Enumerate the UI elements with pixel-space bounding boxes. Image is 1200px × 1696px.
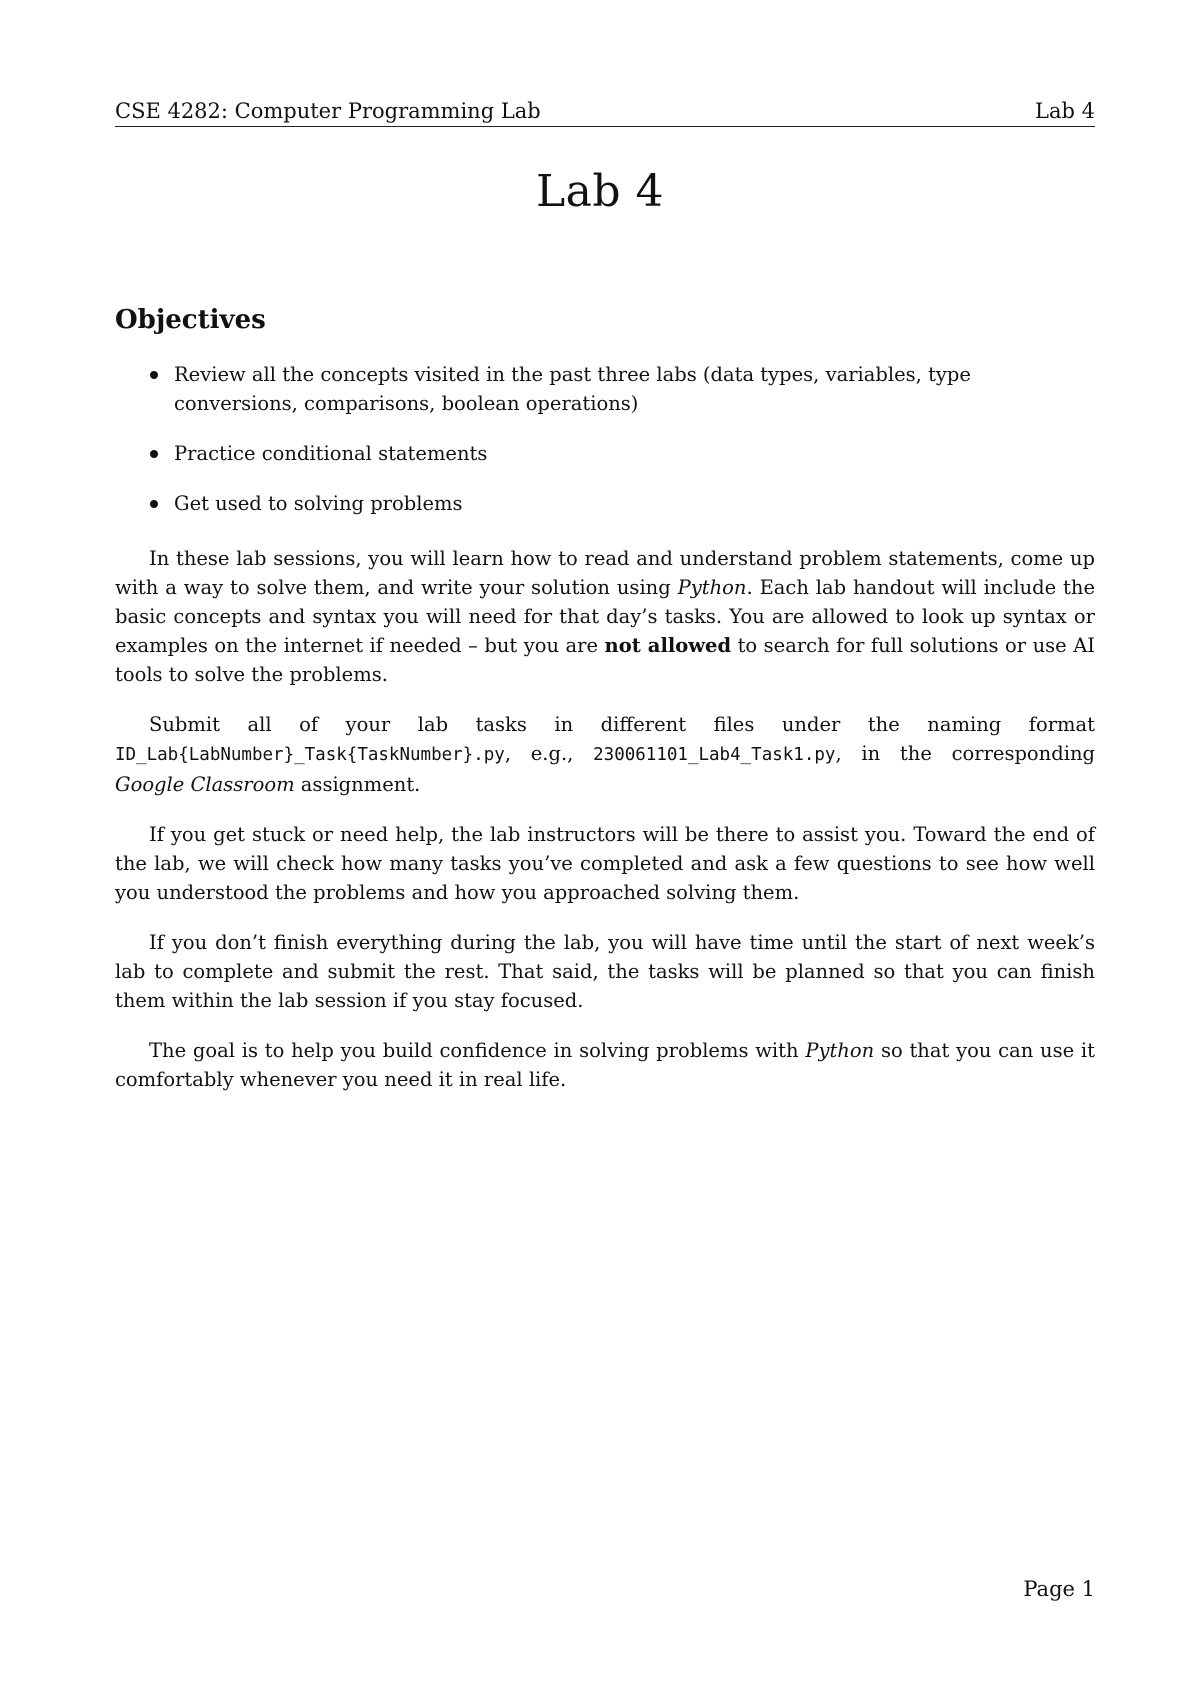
objective-text: Practice conditional statements	[174, 442, 488, 465]
paragraph-deadline: If you don’t finish everything during the lab, you will have time until the start of next week’s lab to complete and submit the rest. That said, the tasks will be planned so that you can finish them within the lab session if you stay focused.	[115, 931, 1095, 1012]
objectives-heading: Objectives	[115, 305, 266, 335]
google-classroom-italic: Google Classroom	[115, 773, 295, 796]
objective-text: Review all the concepts visited in the past three labs (data types, variables, type conversions, comparisons, boolean operations)	[174, 363, 971, 415]
not-allowed-bold: not allowed	[604, 634, 732, 657]
paragraph-goal	[115, 1036, 1095, 1094]
naming-format-code: ID_Lab{LabNumber}_Task{TaskNumber}.py	[115, 745, 505, 765]
text-run: Submit all of your lab tasks in different files under the naming format	[149, 713, 1095, 736]
header-course-title: CSE 4282: Computer Programming Lab	[115, 99, 541, 123]
list-item	[148, 489, 1095, 518]
paragraph-help: If you get stuck or need help, the lab instructors will be there to assist you. Toward the end of the lab, we will check how many tasks you’ve completed and ask a few questions to see how well you understood the problems and how you approached solving them.	[115, 823, 1095, 904]
list-item	[148, 439, 1095, 468]
bullet-icon	[150, 371, 158, 379]
list-item	[148, 360, 1095, 418]
objective-text: Get used to solving problems	[174, 492, 463, 515]
header-lab-label: Lab 4	[1035, 99, 1095, 123]
bullet-icon	[150, 450, 158, 458]
header-rule	[115, 126, 1095, 127]
text-run: In these lab sessions, you will learn how to read and understand problem statements, come up with a way to solve them, and write your solution using	[115, 547, 1095, 599]
paragraph-submission	[115, 710, 1095, 799]
text-run: . Each lab handout will include the basic concepts and syntax you will need for that day’s tasks. You are allowed to look up syntax or examples on the internet if needed – but you are	[115, 576, 1095, 657]
text-run: so that you can use it comfortably whenever you need it in real life.	[115, 1039, 1095, 1091]
bullet-icon	[150, 500, 158, 508]
paragraph-intro	[115, 544, 1095, 689]
page-number: Page 1	[1023, 1577, 1095, 1601]
body-text	[115, 544, 1095, 1115]
page-title: Lab 4	[535, 166, 665, 217]
running-header	[115, 96, 1095, 126]
text-run: , in the corresponding	[835, 742, 1095, 765]
example-filename-code: 230061101_Lab4_Task1.py	[593, 745, 836, 765]
text-run: The goal is to help you build confidence in solving problems with	[149, 1039, 806, 1062]
python-italic: Python	[677, 576, 747, 599]
text-run: , e.g.,	[504, 742, 594, 765]
text-run: to search for full solutions or use AI tools to solve the problems.	[115, 634, 1095, 686]
text-run: assignment.	[294, 773, 421, 796]
python-italic: Python	[805, 1039, 875, 1062]
objectives-list	[148, 360, 1095, 539]
